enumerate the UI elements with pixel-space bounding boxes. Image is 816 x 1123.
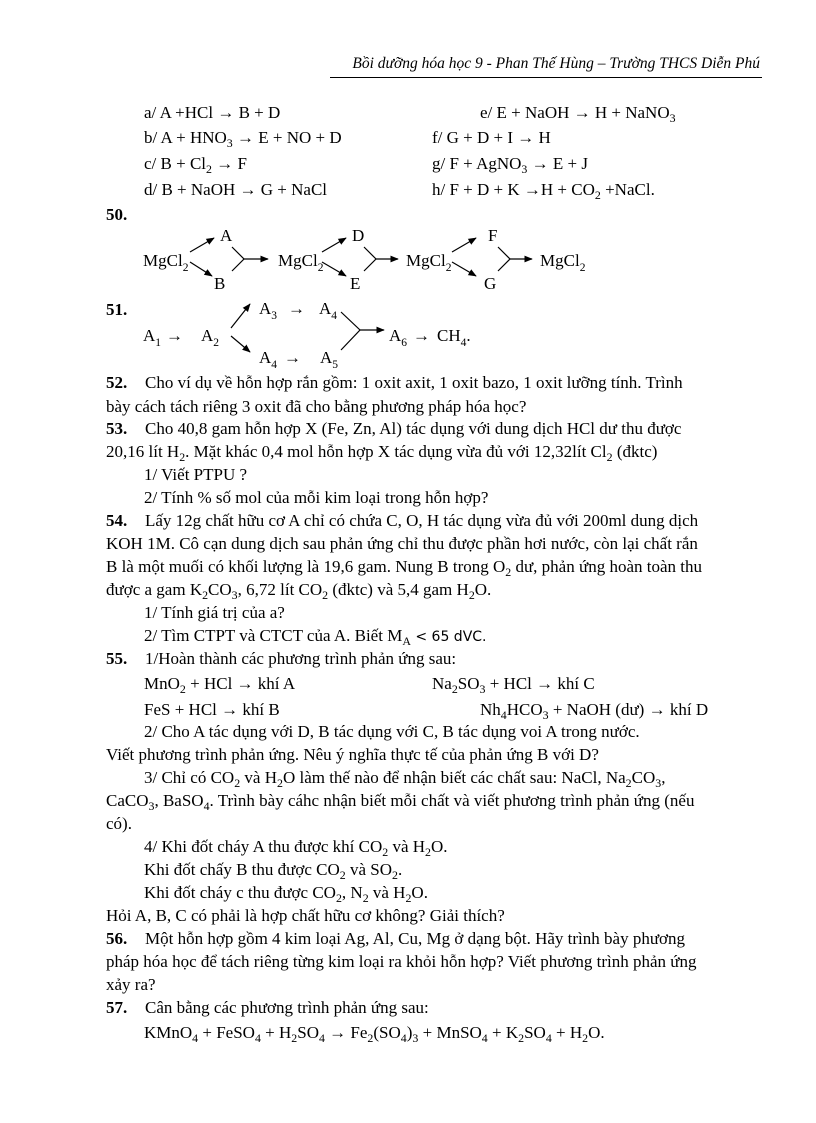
question-55: 55. 1/Hoàn thành các phương trình phản ứng sau: [106, 649, 457, 668]
question-54-line-4: được a gam $K_2CO_3$, 6,72 lít $CO_2$ (đktc) và 5,4 gam $H_2O$. [106, 580, 492, 603]
q50-label-a: A [220, 226, 233, 245]
question-53-part-2: 2/ Tính % số mol của mỗi kim loại trong hỗn hợp? [144, 488, 489, 507]
question-54-line-3: B là một muối có khối lượng là 19,6 gam. Nung B trong $O_2$ dư, phản ứng hoàn toàn thu [106, 557, 702, 580]
q50-label-f: F [488, 226, 498, 245]
question-55-part-2-line-2: Viết phương trình phản ứng. Nêu ý nghĩa thực tế của phản ứng B với D? [106, 745, 599, 764]
reaction-h: h/ $F + D + K \to H + CO_2$ +NaCl. [432, 180, 655, 203]
arrow [322, 262, 346, 276]
arrow [231, 304, 250, 328]
q51-a6: $A_6$ [389, 326, 408, 349]
question-54-line-2: KOH 1M. Cô cạn dung dịch sau phản ứng chỉ thu được phần hơi nước, còn lại chất rắn [106, 534, 698, 553]
question-50-number: 50. [106, 205, 128, 224]
merge-bracket [364, 247, 376, 271]
question-55-part-4: 4/ Khi đốt cháy A thu được khí $CO_2$ và $H_2O$. [144, 837, 448, 860]
q51-arrow-4: → [413, 326, 430, 345]
reaction-b: b/ $A + HNO_3 \to E$ + NO + D [144, 128, 342, 151]
question-52-line-2: bày cách tách riêng 3 oxit đã cho bằng phương pháp hóa học? [106, 397, 527, 416]
question-52: 52. Cho ví dụ về hỗn hợp rắn gồm: 1 oxit axit, 1 oxit bazo, 1 oxit lưỡng tính. Trình [106, 373, 683, 392]
question-55-part-4-line-4: Hỏi A, B, C có phải là hợp chất hữu cơ không? Giải thích? [106, 906, 505, 925]
merge-bracket [341, 312, 360, 350]
q50-label-g: G [484, 274, 497, 293]
page-header: Bồi dưỡng hóa học 9 - Phan Thế Hùng – Trường THCS Diễn Phú [352, 55, 760, 72]
question-53-part-1: 1/ Viết PTPU ? [144, 465, 248, 484]
arrow [322, 238, 346, 252]
merge-bracket [498, 247, 510, 271]
q51-a2: $A_2$ [201, 326, 220, 349]
question-56-line-3: xảy ra? [106, 975, 156, 994]
question-54-part-2: 2/ Tìm CTPT và CTCT của A. Biết $M_A < 65$ dVC. [144, 626, 487, 649]
question-54: 54. Lấy 12g chất hữu cơ A chỉ có chứa C, O, H tác dụng vừa đủ với 200ml dung dịch [106, 511, 699, 530]
question-55-reaction-nh4hco3: $Nh_4HCO_3$ + NaOH (dư) → khí D [480, 700, 709, 723]
question-57: 57. Cân bằng các phương trình phản ứng sau: [106, 998, 429, 1017]
question-54-part-1: 1/ Tính giá trị của a? [144, 603, 285, 622]
question-55-part-3-line-3: có). [106, 814, 132, 833]
arrow [452, 262, 476, 276]
reaction-a: a/ A +HCl → B + D [144, 103, 281, 122]
q51-arrow-2: → [288, 299, 305, 318]
question-55-part-2: 2/ Cho A tác dụng với D, B tác dụng với C, B tác dụng voi A trong nước. [144, 722, 640, 741]
question-55-reaction-fes: FeS + HCl → khí B [144, 700, 280, 719]
arrow [190, 238, 214, 252]
question-56: 56. Một hỗn hợp gồm 4 kim loại Ag, Al, Cu, Mg ở dạng bột. Hãy trình bày phương [106, 929, 686, 948]
question-56-line-2: pháp hóa học để tách riêng từng kim loại ra khỏi hỗn hợp? Viết phương trình phản ứng [106, 952, 697, 971]
question-55-part-4-line-3: Khi đốt cháy c thu được $CO_2$, $N_2$ và $H_2O$. [144, 883, 428, 906]
question-57-equation: KMnO$_4$ + FeSO$_4$ + $H_2SO_4 \to Fe_2(SO_4)_3$ + MnSO$_4$ + $K_2SO_4 + H_2O$. [144, 1023, 605, 1046]
q51-ch4: $CH_4$. [437, 326, 471, 349]
q51-a5: $A_5$ [320, 348, 339, 371]
merge-bracket [232, 247, 244, 271]
q50-label-d: D [352, 226, 365, 245]
q51-a4-top: $A_4$ [319, 299, 338, 322]
question-55-reaction-na2so3: $Na_2SO_3$ + HCl → khí C [432, 674, 595, 697]
reaction-d: d/ B + NaOH → G + NaCl [144, 180, 328, 199]
q51-arrow-3: → [284, 348, 301, 367]
q51-a4-bottom: $A_4$ [259, 348, 278, 371]
question-53: 53. Cho 40,8 gam hỗn hợp X (Fe, Zn, Al) tác dụng với dung dịch HCl dư thu được [106, 419, 682, 438]
q51-a3: $A_3$ [259, 299, 278, 322]
q50-mgcl2-2: MgCl$_2$ [278, 251, 324, 274]
q51-arrow-1: → [166, 326, 183, 345]
question-51-number: 51. [106, 300, 128, 319]
arrow [231, 336, 250, 352]
question-53-line-2: 20,16 lít $H_2$. Mặt khác 0,4 mol hỗn hợp X tác dụng vừa đủ với 12,32lít $Cl_2$ (đktc) [106, 442, 658, 465]
q50-mgcl2-1: MgCl$_2$ [143, 251, 189, 274]
q50-label-b: B [214, 274, 226, 293]
reaction-c: c/ $B + Cl_2 \to F$ [144, 154, 247, 177]
reaction-e: e/ E + NaOH → H + NaNO$_3$ [480, 103, 676, 126]
q50-mgcl2-4: MgCl$_2$ [540, 251, 586, 274]
question-55-reaction-mno2: MnO$_2$ + HCl → khí A [144, 674, 296, 697]
reaction-f: f/ G + D + I → H [432, 128, 551, 147]
question-55-part-3: 3/ Chỉ có $CO_2$ và $H_2O$ làm thế nào để nhận biết các chất sau: NaCl, $Na_2CO_3$, [144, 768, 666, 791]
reaction-g: g/ F + AgNO$_3$ → E + J [432, 154, 588, 177]
arrow [190, 262, 212, 276]
question-55-part-4-line-2: Khi đốt chấy B thu được $CO_2$ và $SO_2$. [144, 860, 403, 883]
arrow [452, 238, 476, 252]
q51-a1: $A_1$ [143, 326, 162, 349]
q50-mgcl2-3: MgCl$_2$ [406, 251, 452, 274]
q50-label-e: E [350, 274, 361, 293]
question-55-part-3-line-2: CaCO$_3$, BaSO$_4$. Trình bày cáhc nhận biết mỗi chất và viết phương trình phản ứng (nếu [106, 791, 695, 814]
